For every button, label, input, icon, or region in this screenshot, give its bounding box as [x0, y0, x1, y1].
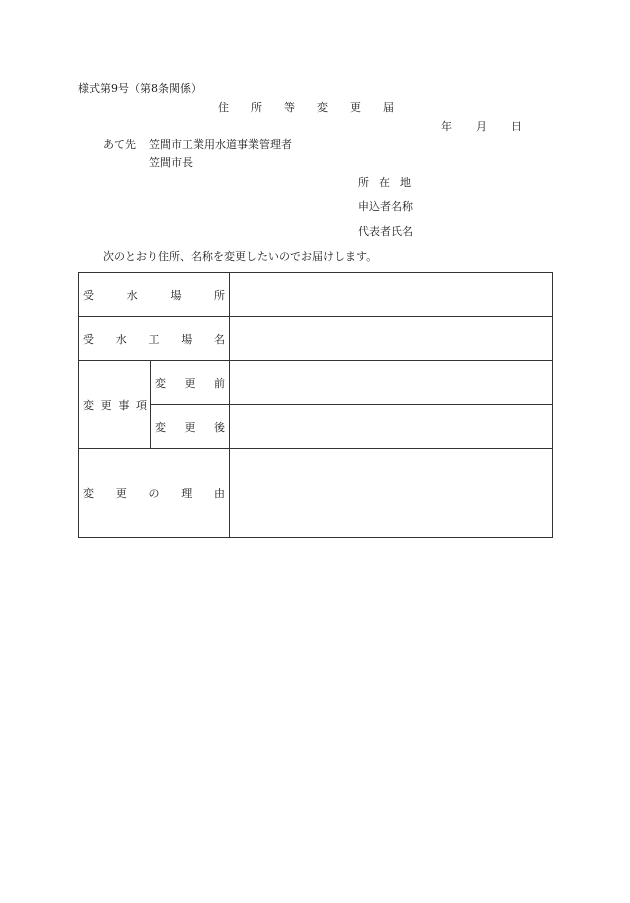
before-field[interactable]	[230, 361, 553, 405]
label-char: 更	[115, 487, 127, 500]
label-char: 変	[155, 376, 166, 390]
location-char: 地	[400, 176, 411, 189]
location-char: 所	[358, 176, 369, 189]
table-row	[79, 361, 553, 405]
reason-label	[79, 485, 229, 501]
label-char: 更	[184, 420, 196, 434]
label-char: 項	[135, 398, 147, 412]
label-char: 水	[126, 288, 138, 302]
label-char: 変	[83, 487, 94, 500]
change-form-table	[78, 272, 553, 538]
addressee-line-2: 笠間市長	[149, 156, 193, 169]
label-char: 由	[214, 487, 225, 500]
label-char: の	[148, 487, 160, 500]
change-item-label	[79, 397, 150, 413]
label-char: 更	[100, 398, 112, 412]
factory-name-field[interactable]	[230, 317, 553, 361]
reason-field[interactable]	[230, 449, 553, 538]
title-char: 所	[251, 101, 262, 114]
addressee-line-1: 笠間市工業用水道事業管理者	[149, 138, 292, 151]
after-label-cell	[151, 405, 230, 449]
date-year-label: 年	[441, 120, 452, 133]
location-char: 在	[379, 176, 390, 189]
table-row	[79, 273, 553, 317]
title-char: 変	[317, 101, 328, 114]
place-label	[79, 287, 229, 303]
label-char: 場	[170, 288, 182, 302]
title-char: 住	[218, 101, 229, 114]
date-month-label: 月	[476, 120, 487, 133]
table-row	[79, 449, 553, 538]
factory-label	[79, 331, 229, 347]
change-item-label-cell	[79, 361, 151, 449]
label-char: 水	[115, 332, 127, 346]
label-char: 事	[118, 398, 130, 412]
reason-label-cell	[79, 449, 230, 538]
label-char: 所	[213, 288, 225, 302]
title-char: 更	[350, 101, 361, 114]
factory-label-cell	[79, 317, 230, 361]
place-field[interactable]	[230, 273, 553, 317]
representative-name-label: 代表者氏名	[358, 225, 413, 238]
applicant-name-label: 申込者名称	[358, 200, 413, 213]
document-title	[218, 102, 394, 113]
label-char: 更	[184, 376, 196, 390]
label-char: 前	[214, 376, 225, 390]
label-char: 場	[181, 332, 193, 346]
date-line	[441, 121, 522, 132]
label-char: 受	[83, 332, 94, 346]
label-char: 受	[83, 288, 94, 302]
form-number: 様式第9号（第8条関係）	[78, 82, 202, 95]
label-char: 名	[214, 332, 225, 346]
before-label	[151, 375, 229, 391]
label-char: 後	[214, 420, 225, 434]
label-char: 理	[181, 487, 193, 500]
after-label	[151, 419, 229, 435]
addressee-label: あて先	[103, 138, 136, 151]
date-day-label: 日	[511, 120, 522, 133]
table-row	[79, 317, 553, 361]
before-label-cell	[151, 361, 230, 405]
label-char: 変	[155, 420, 166, 434]
title-char: 届	[383, 101, 394, 114]
place-label-cell	[79, 273, 230, 317]
label-char: 変	[83, 398, 94, 412]
table-row	[79, 405, 553, 449]
notice-text: 次のとおり住所、名称を変更したいのでお届けします。	[103, 250, 378, 263]
title-char: 等	[284, 101, 295, 114]
after-field[interactable]	[230, 405, 553, 449]
label-char: 工	[148, 332, 160, 346]
location-label	[358, 177, 411, 188]
